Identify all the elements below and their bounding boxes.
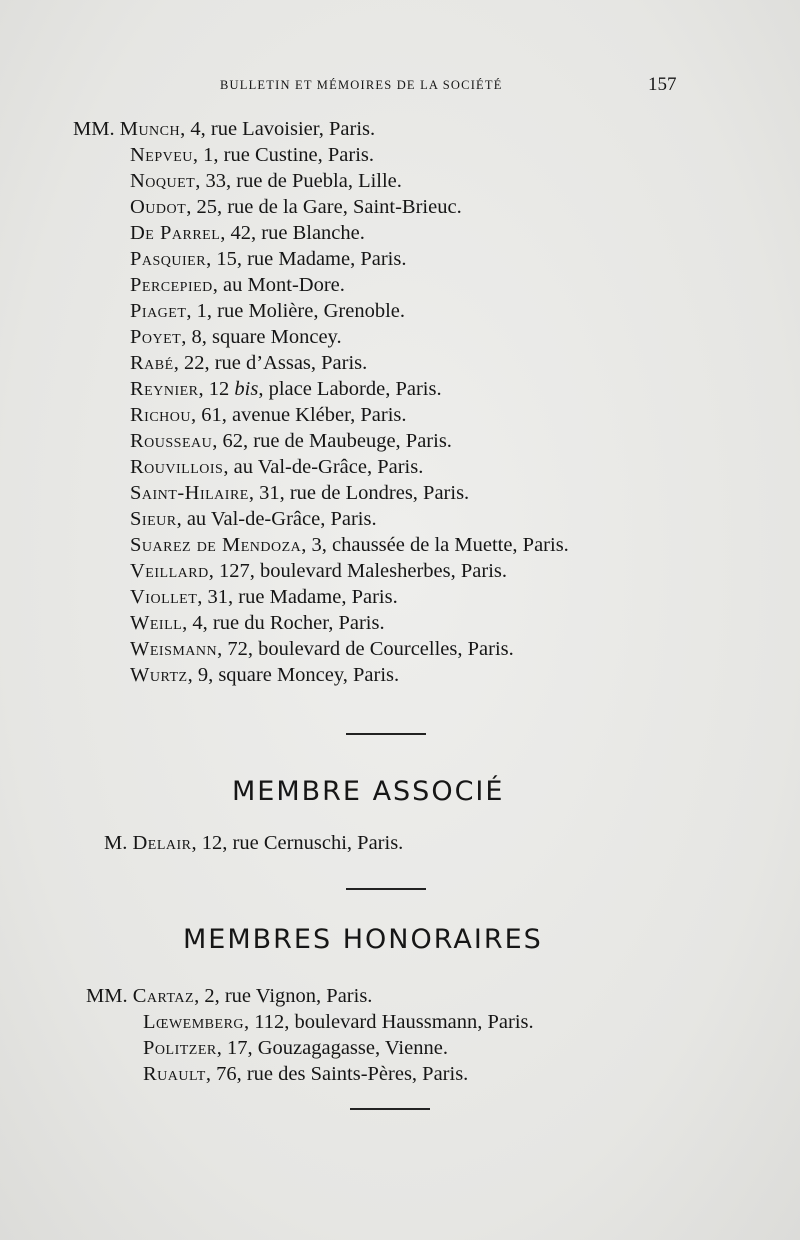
member-address: , 2, rue Vignon, Paris.	[194, 985, 373, 1007]
member-entry	[130, 584, 398, 610]
member-entry	[130, 662, 399, 688]
member-address: , 127, boulevard Malesherbes, Paris.	[208, 560, 508, 582]
associate-entry	[104, 830, 403, 856]
member-address: , 15, rue Madame, Paris.	[206, 248, 407, 270]
member-entry	[130, 350, 367, 376]
member-entry	[130, 376, 442, 402]
member-entry	[130, 532, 569, 558]
honorary-entry	[143, 1061, 468, 1087]
associate-prefix: M.	[104, 832, 128, 854]
member-address: , 112, boulevard Haussmann, Paris.	[244, 1011, 534, 1033]
honorary-heading: MEMBRES HONORAIRES	[183, 924, 543, 955]
member-address: , 62, rue de Maubeuge, Paris.	[212, 430, 452, 452]
member-name: Richou	[130, 404, 192, 426]
member-address: , 72, boulevard de Courcelles, Paris.	[217, 638, 514, 660]
member-name: Piaget	[130, 300, 187, 322]
member-entry	[73, 116, 375, 142]
member-entry	[130, 272, 345, 298]
honorary-entry	[86, 983, 372, 1009]
member-entry	[130, 610, 385, 636]
member-name: Weismann	[130, 638, 218, 660]
member-name: Noquet	[130, 170, 196, 192]
member-entry	[130, 168, 402, 194]
member-name: Percepied	[130, 274, 213, 296]
member-name: Lœwemberg	[143, 1011, 245, 1033]
member-address: , au Mont-Dore.	[212, 274, 345, 296]
member-name: Ruault	[143, 1063, 206, 1085]
member-name: Cartaz	[132, 985, 195, 1007]
member-address: , 4, rue Lavoisier, Paris.	[180, 118, 376, 140]
member-name: De Parrel	[130, 222, 221, 244]
member-name: Veillard	[130, 560, 209, 582]
member-address-italic: bis	[234, 378, 259, 400]
member-entry	[130, 636, 514, 662]
member-address: , 33, rue de Puebla, Lille.	[195, 170, 402, 192]
member-address: , 8, square Moncey.	[181, 326, 342, 348]
member-address: , place Laborde, Paris.	[258, 378, 442, 400]
member-name: Rabé	[130, 352, 174, 374]
member-name: Nepveu	[130, 144, 193, 166]
member-entry	[130, 558, 507, 584]
section-divider	[350, 1108, 430, 1110]
member-name: Rousseau	[130, 430, 213, 452]
member-address: , 12	[198, 378, 235, 400]
member-address: , 9, square Moncey, Paris.	[187, 664, 400, 686]
honorary-prefix: MM.	[86, 985, 128, 1007]
member-address: , 3, chaussée de la Muette, Paris.	[301, 534, 569, 556]
honorary-entry	[143, 1035, 448, 1061]
member-address: , 1, rue Molière, Grenoble.	[186, 300, 405, 322]
member-address: , 76, rue des Saints-Pères, Paris.	[205, 1063, 469, 1085]
member-name: Pasquier	[130, 248, 207, 270]
member-address: , au Val-de-Grâce, Paris.	[176, 508, 377, 530]
member-entry	[130, 220, 365, 246]
page-number: 157	[648, 74, 677, 95]
member-name: Saint-Hilaire	[130, 482, 249, 504]
member-name: Weill	[130, 612, 183, 634]
associate-heading: MEMBRE ASSOCIÉ	[232, 776, 505, 807]
member-name: Wurtz	[130, 664, 188, 686]
member-entry	[130, 324, 342, 350]
member-name: Oudot	[130, 196, 187, 218]
member-entry	[130, 142, 374, 168]
honorary-entry	[143, 1009, 534, 1035]
member-address: , 4, rue du Rocher, Paris.	[182, 612, 385, 634]
member-name: Viollet	[130, 586, 198, 608]
member-name: Munch	[119, 118, 181, 140]
member-address: , au Val-de-Grâce, Paris.	[223, 456, 424, 478]
section-divider	[346, 733, 426, 735]
member-name: Reynier	[130, 378, 199, 400]
member-entry	[130, 298, 405, 324]
member-entry	[130, 428, 452, 454]
member-address: , 12, rue Cernuschi, Paris.	[191, 832, 404, 854]
member-entry	[130, 480, 469, 506]
member-address: , 17, Gouzagagasse, Vienne.	[216, 1037, 448, 1059]
member-entry	[130, 454, 423, 480]
member-name: Politzer	[143, 1037, 217, 1059]
member-address: , 1, rue Custine, Paris.	[192, 144, 374, 166]
members-prefix: MM.	[73, 118, 115, 140]
member-name: Delair	[132, 832, 192, 854]
member-name: Rouvillois	[130, 456, 224, 478]
member-name: Poyet	[130, 326, 182, 348]
member-entry	[130, 506, 377, 532]
member-address: , 31, rue Madame, Paris.	[197, 586, 398, 608]
member-address: , 22, rue d’Assas, Paris.	[173, 352, 368, 374]
member-address: , 31, rue de Londres, Paris.	[248, 482, 470, 504]
member-entry	[130, 194, 462, 220]
member-name: Suarez de Mendoza	[130, 534, 302, 556]
member-entry	[130, 246, 406, 272]
member-address: , 42, rue Blanche.	[220, 222, 365, 244]
section-divider	[346, 888, 426, 890]
member-address: , 25, rue de la Gare, Saint-Brieuc.	[186, 196, 462, 218]
member-name: Sieur	[130, 508, 177, 530]
member-address: , 61, avenue Kléber, Paris.	[191, 404, 407, 426]
member-entry	[130, 402, 407, 428]
running-header: BULLETIN ET MÉMOIRES DE LA SOCIÉTÉ	[220, 78, 503, 92]
